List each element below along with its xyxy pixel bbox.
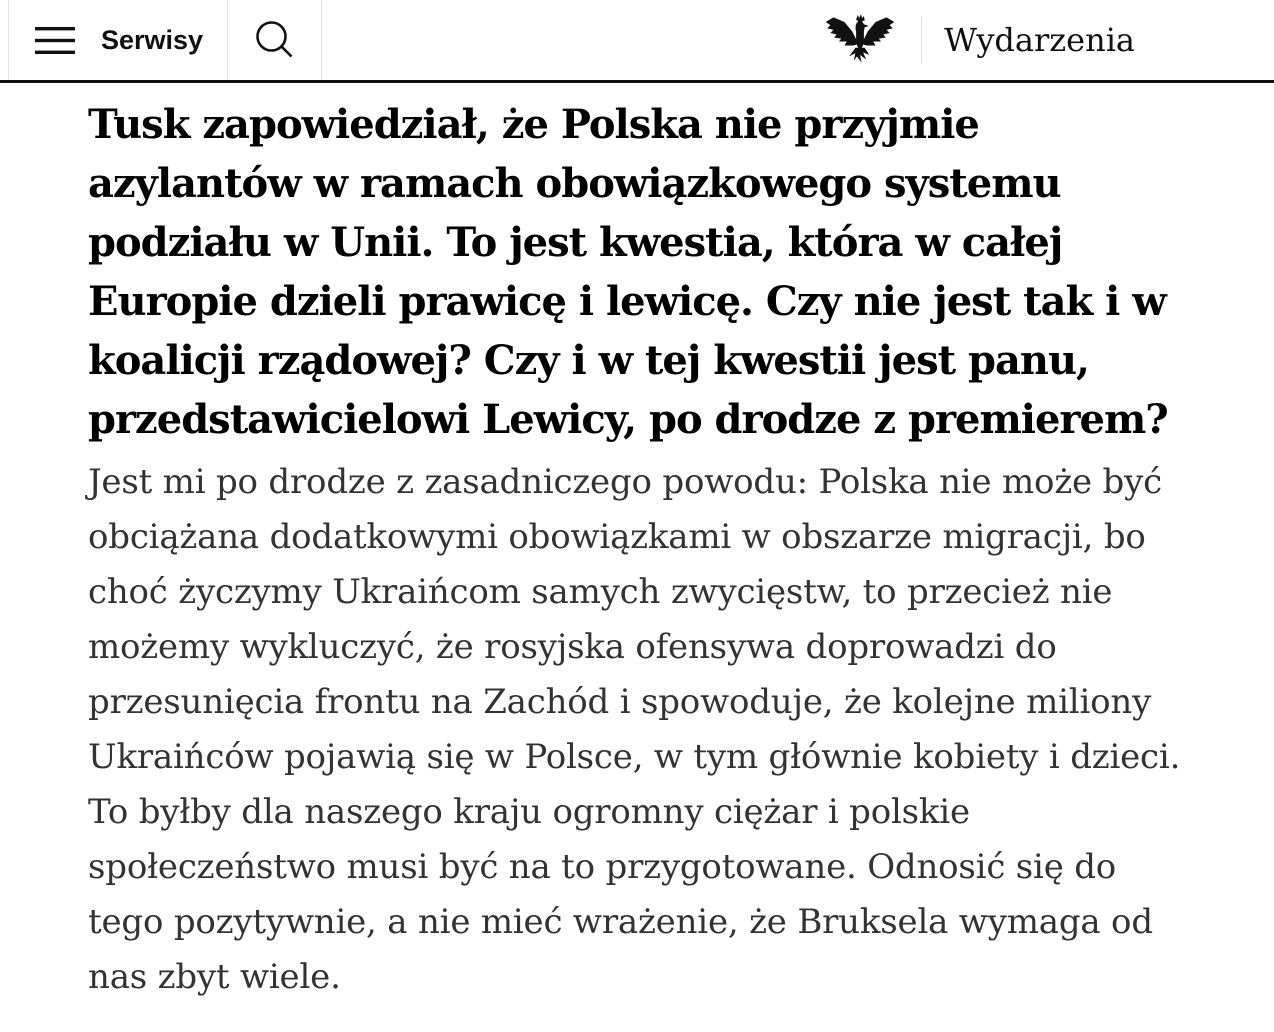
- interview-question-line: podziału w Unii. To jest kwestia, która w całej: [88, 219, 1063, 266]
- interview-answer-line: społeczeństwo musi być na to przygotowane. Odnosić się do: [88, 847, 1117, 887]
- search-button[interactable]: [228, 0, 322, 80]
- menu-button-label: Serwisy: [101, 24, 204, 55]
- article-body: [0, 83, 1274, 1005]
- interview-answer-line: przesunięcia frontu na Zachód i spowoduje, że kolejne miliony: [88, 682, 1152, 722]
- interview-answer-line: choć życzymy Ukraińcom samych zwycięstw, to przecież nie: [88, 572, 1113, 612]
- top-nav: [0, 0, 1274, 83]
- interview-answer: [88, 455, 1186, 1005]
- interview-answer-line: możemy wykluczyć, że rosyjska ofensywa doprowadzi do: [88, 627, 1057, 667]
- interview-question-line: azylantów w ramach obowiązkowego systemu: [88, 160, 1061, 207]
- brand-area: [821, 0, 1274, 80]
- interview-answer-line: nas zbyt wiele.: [88, 957, 341, 997]
- eagle-logo-icon[interactable]: [821, 11, 899, 69]
- interview-question: [88, 95, 1186, 449]
- interview-answer-line: obciążana dodatkowymi obowiązkami w obszarze migracji, bo: [88, 517, 1146, 557]
- interview-answer-line: Ukraińców pojawią się w Polsce, w tym głównie kobiety i dzieci.: [88, 737, 1181, 777]
- search-icon: [255, 20, 295, 60]
- menu-button[interactable]: [8, 0, 228, 80]
- interview-question-line: przedstawicielowi Lewicy, po drodze z premierem?: [88, 396, 1168, 443]
- interview-question-line: Europie dzieli prawicę i lewicę. Czy nie jest tak i w: [88, 278, 1166, 325]
- interview-question-line: koalicji rządowej? Czy i w tej kwestii jest panu,: [88, 337, 1089, 384]
- section-title-link[interactable]: Wydarzenia: [944, 21, 1135, 59]
- hamburger-menu-icon: [35, 27, 75, 54]
- interview-answer-line: To byłby dla naszego kraju ogromny ciężar i polskie: [88, 792, 970, 832]
- interview-answer-line: tego pozytywnie, a nie mieć wrażenie, że Bruksela wymaga od: [88, 902, 1153, 942]
- brand-divider: [921, 17, 922, 63]
- interview-answer-line: Jest mi po drodze z zasadniczego powodu: Polska nie może być: [88, 462, 1162, 502]
- interview-question-line: Tusk zapowiedział, że Polska nie przyjmie: [88, 101, 979, 148]
